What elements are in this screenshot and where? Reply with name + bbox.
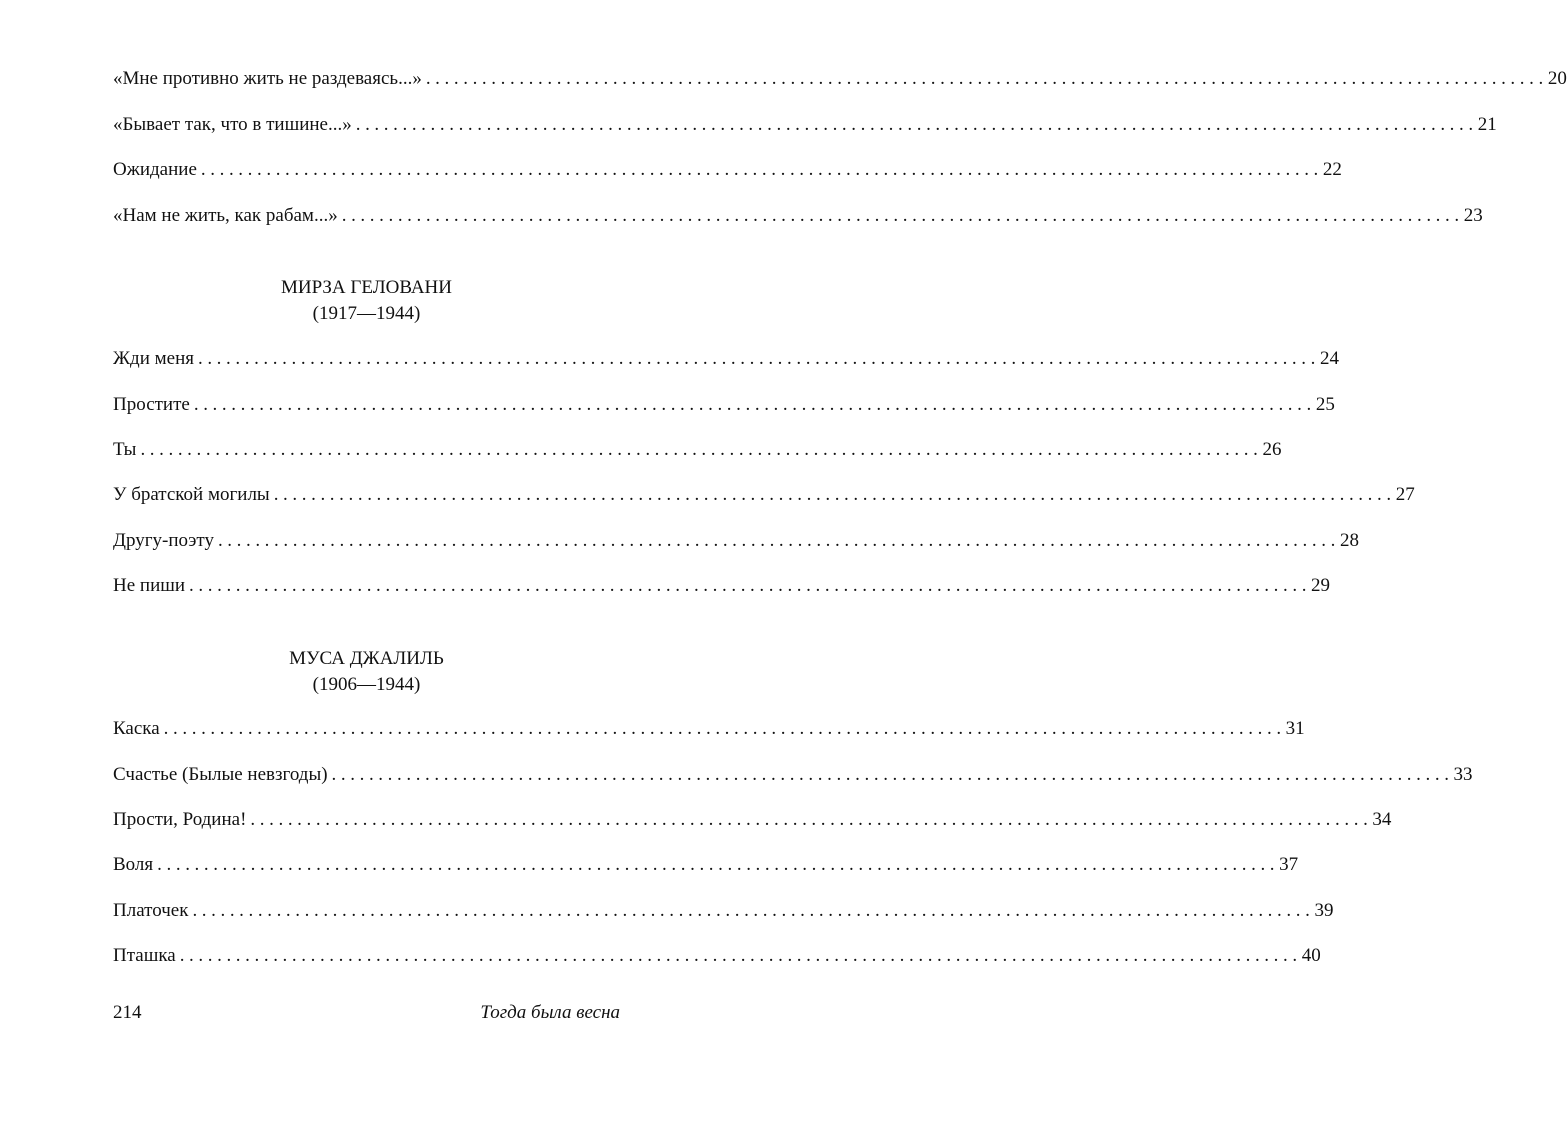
toc-entry-page: 34 <box>1372 809 1392 830</box>
toc-entry <box>113 392 1335 418</box>
toc-entry <box>113 346 1339 372</box>
toc-entry <box>113 157 1342 183</box>
toc-entry-page: 25 <box>1315 394 1335 415</box>
toc-entry <box>113 762 1473 788</box>
toc-leader-dots: ........................................................................................................................ <box>140 439 1263 460</box>
toc-entry-page: 29 <box>1311 575 1331 596</box>
footer-book-title: Тогда была весна <box>480 1002 620 1023</box>
toc-entry-title: Каска <box>113 718 160 739</box>
toc-entry-page: 28 <box>1339 530 1359 551</box>
toc-entry-page: 21 <box>1477 114 1497 135</box>
toc-leader-dots: ........................................................................................................................ <box>200 159 1323 180</box>
toc-entry <box>113 528 1359 554</box>
toc-leader-dots: ........................................................................................................................ <box>157 854 1280 875</box>
toc-entry-page: 31 <box>1285 718 1305 739</box>
toc-entry-page: 27 <box>1395 484 1415 505</box>
toc-entry-title: Не пиши <box>113 575 186 596</box>
toc-entry <box>113 807 1392 833</box>
author-heading: МИРЗА ГЕЛОВАНИ <box>281 277 452 298</box>
author-years: (1917—1944) <box>312 303 421 324</box>
toc-leader-dots: ........................................................................................................................ <box>179 945 1302 966</box>
toc-leader-dots: ........................................................................................................................ <box>163 718 1286 739</box>
toc-entry-title: Счастье (Былые невзгоды) <box>113 764 328 785</box>
toc-entry-page: 24 <box>1319 348 1339 369</box>
toc-entry-title: Другу-поэту <box>113 530 214 551</box>
toc-entry-title: Ожидание <box>113 159 197 180</box>
toc-entry <box>113 573 1331 599</box>
toc-leader-dots: ........................................................................................................................ <box>331 764 1454 785</box>
toc-leader-dots: ........................................................................................................................ <box>341 205 1464 226</box>
toc-entry <box>113 437 1282 463</box>
toc-leader-dots: ........................................................................................................................ <box>425 68 1548 89</box>
toc-leader-dots: ........................................................................................................................ <box>197 348 1320 369</box>
toc-entry-page: 40 <box>1301 945 1321 966</box>
toc-leader-dots: ........................................................................................................................ <box>192 900 1315 921</box>
toc-entry-page: 22 <box>1322 159 1342 180</box>
toc-leader-dots: ........................................................................................................................ <box>355 114 1478 135</box>
toc-entry-title: Ты <box>113 439 137 460</box>
toc-entry-page: 20 <box>1547 68 1567 89</box>
toc-leader-dots: ........................................................................................................................ <box>189 575 1312 596</box>
toc-entry <box>113 66 1567 92</box>
toc-entry <box>113 112 1497 138</box>
toc-entry-page: 23 <box>1463 205 1483 226</box>
toc-entry <box>113 203 1483 229</box>
toc-leader-dots: ........................................................................................................................ <box>250 809 1373 830</box>
toc-entry <box>113 852 1299 878</box>
toc-entry <box>113 716 1305 742</box>
toc-entry <box>113 943 1321 969</box>
toc-entry-title: Воля <box>113 854 154 875</box>
toc-entry-title: Пташка <box>113 945 176 966</box>
author-years: (1906—1944) <box>312 674 421 695</box>
toc-entry <box>113 898 1334 924</box>
toc-entry-title: Прости, Родина! <box>113 809 247 830</box>
toc-entry-title: «Бывает так, что в тишине...» <box>113 114 352 135</box>
toc-entry-title: У братской могилы <box>113 484 270 505</box>
toc-entry-title: Простите <box>113 394 190 415</box>
toc-entry-page: 26 <box>1262 439 1282 460</box>
toc-leader-dots: ........................................................................................................................ <box>193 394 1316 415</box>
toc-entry-title: «Нам не жить, как рабам...» <box>113 205 338 226</box>
toc-leader-dots: ........................................................................................................................ <box>273 484 1396 505</box>
toc-leader-dots: ........................................................................................................................ <box>217 530 1340 551</box>
toc-entry-title: Платочек <box>113 900 189 921</box>
toc-entry-title: «Мне противно жить не раздеваясь...» <box>113 68 422 89</box>
toc-entry <box>113 482 1415 508</box>
toc-entry-page: 39 <box>1314 900 1334 921</box>
author-heading: МУСА ДЖАЛИЛЬ <box>289 648 444 669</box>
toc-entry-title: Жди меня <box>113 348 194 369</box>
toc-entry-page: 37 <box>1279 854 1299 875</box>
toc-entry-page: 33 <box>1453 764 1473 785</box>
footer-page-number: 214 <box>113 1002 142 1023</box>
